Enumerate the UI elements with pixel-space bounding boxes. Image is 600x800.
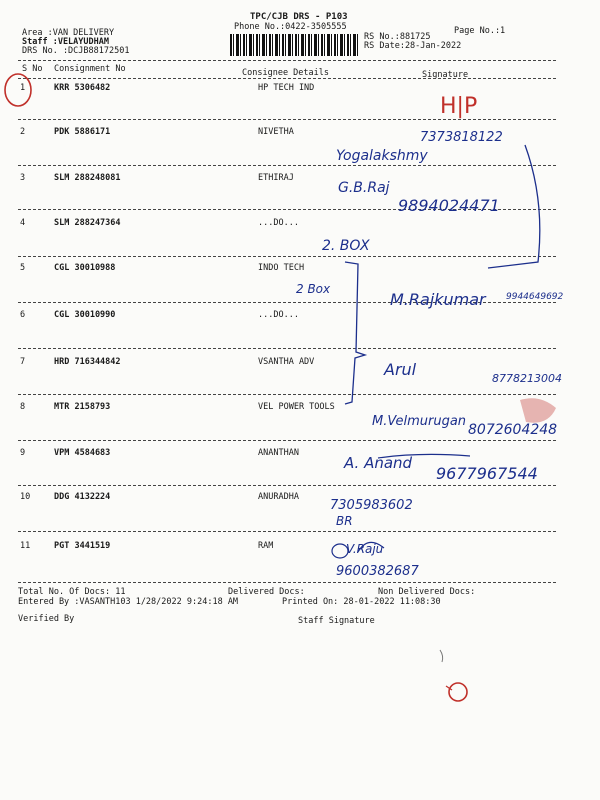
row-consignee: RAM xyxy=(258,541,274,551)
row-consignee: ETHIRAJ xyxy=(258,173,294,183)
handwritten-phone: 7373818122 xyxy=(420,130,503,145)
handwritten-phone: 9677967544 xyxy=(436,464,538,483)
row-consignment-no: PDK 5886171 xyxy=(54,127,111,137)
entered-by: Entered By :VASANTH103 1/28/2022 9:24:18 AM xyxy=(18,597,239,607)
row-consignee: ANANTHAN xyxy=(258,448,299,458)
column-consignment: Consignment No xyxy=(54,64,126,74)
drs-number: DRS No. :DCJB88172501 xyxy=(22,46,130,56)
document-title: TPC/CJB DRS - P103 xyxy=(250,12,348,22)
handwritten-name: G.B.Raj xyxy=(338,180,390,196)
column-signature: Signature xyxy=(422,70,469,80)
row-sno: 5 xyxy=(20,263,26,273)
row-consignee: INDO TECH xyxy=(258,263,305,273)
row-consignee: ...DO... xyxy=(258,310,299,320)
circle-mark xyxy=(5,74,31,106)
bracket-stroke xyxy=(345,262,365,404)
handwritten-phone: 8072604248 xyxy=(468,422,558,438)
row-consignment-no: CGL 30010988 xyxy=(54,263,116,273)
column-sno: S No xyxy=(22,64,43,74)
handwritten-phone: 7305983602 xyxy=(330,498,413,513)
row-consignment-no: DDG 4132224 xyxy=(54,492,111,502)
row-consignment-no: HRD 716344842 xyxy=(54,357,121,367)
page-number: Page No.:1 xyxy=(454,26,506,36)
row-consignee: VEL POWER TOOLS xyxy=(258,402,335,412)
row-sno: 1 xyxy=(20,83,26,93)
area-label: Area :VAN DELIVERY xyxy=(22,28,115,38)
row-consignment-no: KRR 5306482 xyxy=(54,83,111,93)
stray-mark xyxy=(440,650,443,662)
row-sno: 4 xyxy=(20,218,26,228)
row-consignee: NIVETHA xyxy=(258,127,294,137)
row-consignment-no: VPM 4584683 xyxy=(54,448,111,458)
rs-number: RS No.:881725 xyxy=(364,32,431,42)
circle-mark xyxy=(332,544,348,558)
handwritten-name: M.Velmurugan xyxy=(372,414,467,429)
row-consignee: HP TECH IND xyxy=(258,83,315,93)
handwritten-name: Yogalakshmy xyxy=(336,148,428,164)
row-consignment-no: SLM 288248081 xyxy=(54,173,121,183)
handwritten-phone: 9894024471 xyxy=(398,196,500,215)
handwritten-phone: 9944649692 xyxy=(506,292,564,302)
handwritten-signature: M.Rajkumar xyxy=(390,290,486,309)
underline-stroke xyxy=(378,454,470,458)
handwritten-box-note: 2 Box xyxy=(296,282,331,296)
stain-mark xyxy=(520,398,556,423)
row-consignee: ...DO... xyxy=(258,218,299,228)
row-sno: 3 xyxy=(20,173,26,183)
row-sno: 8 xyxy=(20,402,26,412)
column-consignee: Consignee Details xyxy=(242,68,329,78)
circle-mark xyxy=(449,683,467,701)
bracket-stroke xyxy=(488,145,540,268)
handwritten-phone: 9600382687 xyxy=(336,564,419,579)
total-docs: Total No. Of Docs: 11 xyxy=(18,587,126,597)
handwritten-signature: V.Raju xyxy=(346,542,384,556)
staff-label: Staff :VELAYUDHAM xyxy=(22,37,109,47)
handwritten-initials: BR xyxy=(336,514,353,528)
verified-by: Verified By xyxy=(18,614,75,624)
row-sno: 11 xyxy=(20,541,31,551)
delivered-docs: Delivered Docs: xyxy=(228,587,305,597)
handwritten-box-note: 2. BOX xyxy=(322,238,370,254)
row-consignment-no: MTR 2158793 xyxy=(54,402,111,412)
row-consignment-no: CGL 30010990 xyxy=(54,310,116,320)
row-sno: 10 xyxy=(20,492,31,502)
printed-on: Printed On: 28-01-2022 11:08:30 xyxy=(282,597,441,607)
handwritten-signature: Arul xyxy=(384,360,417,379)
handwritten-hp: H|P xyxy=(440,94,478,119)
staff-signature: Staff Signature xyxy=(298,616,375,626)
row-consignment-no: PGT 3441519 xyxy=(54,541,111,551)
phone-number: Phone No.:0422-3505555 xyxy=(234,22,347,32)
handwritten-signature: A. Anand xyxy=(344,454,413,472)
row-consignee: ANURADHA xyxy=(258,492,299,502)
row-sno: 6 xyxy=(20,310,26,320)
row-sno: 2 xyxy=(20,127,26,137)
handwritten-phone: 8778213004 xyxy=(492,372,562,385)
row-consignee: VSANTHA ADV xyxy=(258,357,315,367)
non-delivered-docs: Non Delivered Docs: xyxy=(378,587,476,597)
row-sno: 7 xyxy=(20,357,26,367)
rs-date: RS Date:28-Jan-2022 xyxy=(364,41,462,51)
underline-stroke xyxy=(358,542,384,552)
row-consignment-no: SLM 288247364 xyxy=(54,218,121,228)
row-sno: 9 xyxy=(20,448,26,458)
